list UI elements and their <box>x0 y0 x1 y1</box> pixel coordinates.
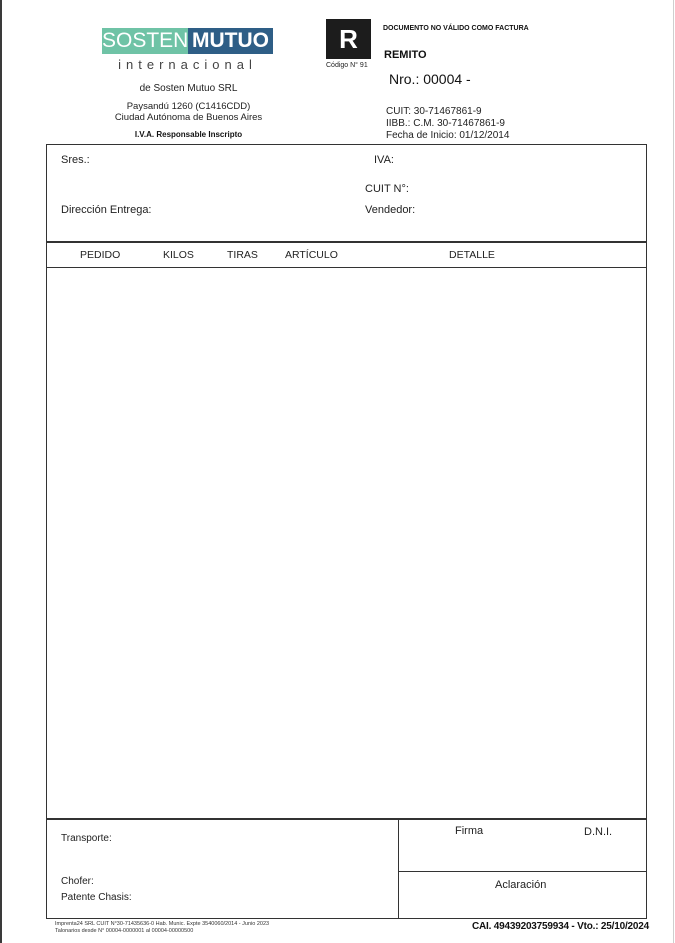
company-logo <box>102 28 273 54</box>
footer-vertical-divider <box>398 819 399 919</box>
page-left-border <box>0 0 2 943</box>
company-iva-status: I.V.A. Responsable Inscripto <box>134 130 243 139</box>
footer-plate-label: Patente Chasis: <box>61 892 132 903</box>
footer-driver-label: Chofer: <box>61 876 94 887</box>
document-type: REMITO <box>384 49 427 61</box>
footer-box <box>46 819 647 919</box>
client-address-label: Dirección Entrega: <box>61 204 152 216</box>
client-info-box <box>46 144 647 242</box>
document-cuit: CUIT: 30-71467861-9 <box>386 106 482 117</box>
footer-dni-label: D.N.I. <box>584 826 613 838</box>
printer-info-line2: Talonarios desde N° 00004-0000001 al 00004-00000500 <box>55 928 194 934</box>
document-start-date: Fecha de Inicio: 01/12/2014 <box>386 130 510 141</box>
company-name: de Sosten Mutuo SRL <box>139 83 238 94</box>
printer-info-line1: Imprenta24 SRL CUIT N°30-71435636-0 Hab. Munic. Expte 3540060/2014 - Junio 2023 <box>55 921 270 927</box>
cai-expiry: CAI. 49439203759934 - Vto.: 25/10/2024 <box>472 921 649 932</box>
footer-signature-label: Firma <box>455 825 484 837</box>
column-header-detalle: DETALLE <box>449 249 495 261</box>
footer-transport-label: Transporte: <box>61 833 112 844</box>
footer-horizontal-divider <box>398 871 647 872</box>
document-warning: DOCUMENTO NO VÁLIDO COMO FACTURA <box>383 25 529 32</box>
document-code: Código N° 91 <box>326 62 368 69</box>
client-iva-label: IVA: <box>374 154 394 166</box>
column-header-tiras: TIRAS <box>227 249 258 261</box>
page-right-border <box>673 0 674 943</box>
column-header-kilos: KILOS <box>163 249 194 261</box>
client-sres-label: Sres.: <box>61 154 90 166</box>
items-header-row <box>46 242 647 268</box>
client-cuit-label: CUIT N°: <box>365 183 409 195</box>
column-header-pedido: PEDIDO <box>80 249 121 261</box>
footer-clarification-label: Aclaración <box>495 879 547 891</box>
client-seller-label: Vendedor: <box>365 204 416 216</box>
document-number: Nro.: 00004 - <box>389 71 471 87</box>
column-header-articulo: ARTÍCULO <box>285 249 338 261</box>
logo-word-mutuo: MUTUO <box>188 28 273 54</box>
document-iibb: IIBB.: C.M. 30-71467861-9 <box>386 118 505 129</box>
company-address-city: Ciudad Autónoma de Buenos Aires <box>114 112 263 123</box>
document-letter-box: R <box>326 19 371 59</box>
company-address-street: Paysandú 1260 (C1416CDD) <box>126 101 251 112</box>
items-body-area <box>46 268 647 819</box>
logo-word-sosten: SOSTEN <box>102 29 189 52</box>
logo-subtitle: internacional <box>118 57 257 72</box>
